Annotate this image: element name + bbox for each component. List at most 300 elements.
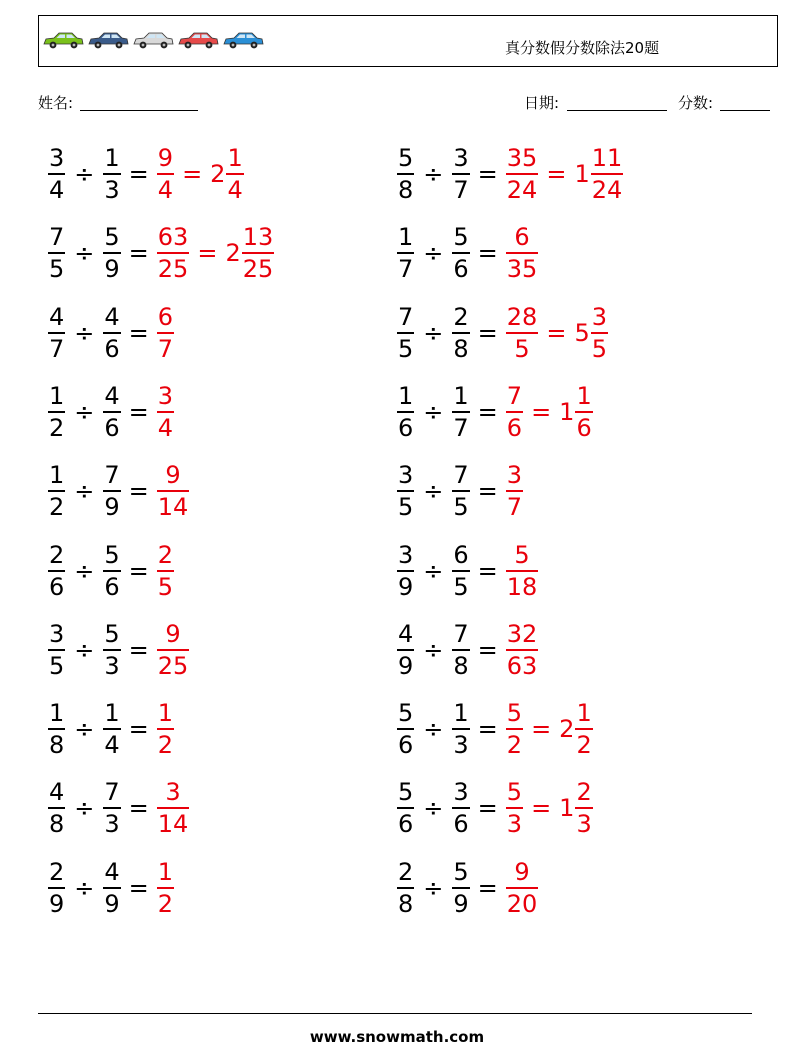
denominator: 14 — [157, 810, 189, 839]
equals-sign: = — [128, 635, 149, 664]
numerator: 2 — [157, 540, 174, 569]
denominator: 8 — [398, 889, 414, 918]
equals-sign: = — [477, 477, 498, 506]
numerator: 1 — [157, 699, 174, 728]
fraction-bar — [242, 252, 275, 254]
problem-18 — [397, 774, 593, 842]
numerator: 1 — [398, 381, 414, 410]
problem-1 — [48, 140, 244, 208]
fraction-bar — [103, 807, 120, 809]
fraction-bar — [591, 332, 608, 334]
numerator: 1 — [157, 857, 174, 886]
divide-sign: ÷ — [74, 715, 95, 744]
equals-sign: = — [128, 318, 149, 347]
denominator: 8 — [453, 334, 469, 363]
score-label: 分数: — [678, 94, 714, 112]
answer — [506, 382, 593, 442]
answer-fraction — [506, 541, 539, 601]
numerator: 5 — [398, 699, 414, 728]
fraction-bar — [506, 807, 523, 809]
numerator: 1 — [49, 461, 65, 490]
numerator: 3 — [453, 778, 469, 807]
fraction-bar — [452, 411, 469, 413]
numerator: 7 — [453, 461, 469, 490]
denominator: 5 — [157, 572, 174, 601]
fraction-bar — [48, 649, 65, 651]
car-strip — [42, 30, 264, 52]
dividend-fraction — [48, 699, 65, 759]
denominator: 7 — [157, 334, 174, 363]
numerator: 3 — [591, 302, 607, 331]
equals-sign: = — [477, 873, 498, 902]
answer-fraction — [157, 620, 190, 680]
fraction-bar — [48, 332, 65, 334]
numerator: 2 — [49, 857, 65, 886]
equals-sign: = — [128, 477, 149, 506]
answer — [506, 778, 593, 838]
denominator: 7 — [398, 255, 414, 284]
denominator: 9 — [104, 255, 120, 284]
fraction-bar — [103, 570, 120, 572]
denominator: 3 — [104, 810, 120, 839]
numerator: 3 — [453, 144, 469, 172]
divisor-fraction — [103, 778, 120, 838]
equals-sign: = — [128, 794, 149, 823]
fraction-bar — [575, 807, 592, 809]
numerator: 32 — [506, 619, 538, 648]
denominator: 8 — [49, 810, 65, 839]
numerator: 3 — [49, 144, 65, 172]
denominator: 2 — [49, 413, 65, 442]
fraction-bar — [157, 252, 190, 254]
divide-sign: ÷ — [74, 477, 95, 506]
numerator: 2 — [576, 778, 592, 807]
denominator: 20 — [506, 889, 538, 918]
equals-sign: = — [197, 239, 218, 268]
divide-sign: ÷ — [74, 397, 95, 426]
problem-11 — [48, 537, 174, 605]
divisor-fraction — [452, 858, 469, 918]
equals-sign: = — [546, 160, 567, 188]
problem-14 — [397, 616, 538, 684]
problem-2 — [397, 140, 623, 208]
denominator: 2 — [157, 731, 174, 760]
footer-divider — [38, 1013, 752, 1014]
answer — [157, 223, 274, 283]
fraction-bar — [48, 570, 65, 572]
denominator: 5 — [49, 255, 65, 284]
fraction-bar — [397, 252, 414, 254]
car-icon — [132, 30, 174, 50]
equals-sign: = — [477, 239, 498, 268]
fraction-bar — [506, 411, 523, 413]
divisor-fraction — [452, 620, 469, 680]
fraction-bar — [157, 173, 174, 175]
problem-3 — [48, 219, 274, 287]
mixed-fraction — [226, 144, 243, 204]
denominator: 14 — [157, 493, 189, 522]
answer — [157, 541, 174, 601]
denominator: 6 — [453, 255, 469, 284]
dividend-fraction — [397, 382, 414, 442]
problem-6 — [397, 299, 608, 367]
denominator: 8 — [398, 176, 414, 204]
fraction-bar — [157, 887, 174, 889]
numerator: 1 — [104, 699, 120, 728]
fraction-bar — [397, 807, 414, 809]
divide-sign: ÷ — [423, 160, 444, 188]
divide-sign: ÷ — [423, 873, 444, 902]
denominator: 6 — [104, 413, 120, 442]
divisor-fraction — [452, 303, 469, 363]
denominator: 3 — [104, 651, 120, 680]
fraction-bar — [48, 252, 65, 254]
denominator: 5 — [398, 334, 414, 363]
denominator: 6 — [398, 731, 414, 760]
denominator: 9 — [453, 889, 469, 918]
answer — [157, 620, 190, 680]
fraction-bar — [452, 332, 469, 334]
numerator: 5 — [398, 144, 414, 172]
numerator: 1 — [453, 381, 469, 410]
divide-sign: ÷ — [423, 477, 444, 506]
mixed-whole-number: 1 — [559, 397, 575, 426]
denominator: 6 — [576, 413, 592, 442]
numerator: 3 — [157, 381, 174, 410]
denominator: 7 — [506, 493, 523, 522]
answer-fraction — [157, 699, 174, 759]
dividend-fraction — [397, 858, 414, 918]
numerator: 2 — [453, 302, 469, 331]
equals-sign: = — [477, 715, 498, 744]
denominator: 24 — [506, 176, 538, 204]
answer — [157, 461, 190, 521]
fraction-bar — [506, 490, 523, 492]
denominator: 63 — [506, 651, 538, 680]
car-icon — [222, 30, 264, 50]
numerator: 35 — [506, 144, 538, 172]
answer-fraction — [506, 303, 539, 363]
denominator: 9 — [398, 651, 414, 680]
problem-16 — [397, 695, 593, 763]
denominator: 2 — [157, 889, 174, 918]
divide-sign: ÷ — [423, 794, 444, 823]
fraction-bar — [157, 807, 190, 809]
fraction-bar — [452, 570, 469, 572]
denominator: 6 — [49, 572, 65, 601]
divide-sign: ÷ — [423, 239, 444, 268]
answer — [157, 699, 174, 759]
worksheet-header — [38, 15, 778, 67]
fraction-bar — [506, 332, 539, 334]
divisor-fraction — [103, 144, 120, 204]
dividend-fraction — [397, 620, 414, 680]
divide-sign: ÷ — [423, 556, 444, 585]
equals-sign: = — [531, 715, 552, 744]
fraction-bar — [103, 411, 120, 413]
answer — [506, 461, 523, 521]
divisor-fraction — [103, 541, 120, 601]
numerator: 2 — [49, 540, 65, 569]
denominator: 4 — [157, 176, 174, 204]
divide-sign: ÷ — [74, 160, 95, 188]
score-blank[interactable] — [720, 110, 770, 111]
answer — [157, 303, 174, 363]
denominator: 6 — [104, 572, 120, 601]
fraction-bar — [506, 252, 539, 254]
numerator: 7 — [104, 461, 120, 490]
problem-15 — [48, 695, 174, 763]
dividend-fraction — [397, 223, 414, 283]
equals-sign: = — [477, 635, 498, 664]
answer-fraction — [157, 461, 190, 521]
answer — [506, 303, 608, 363]
fraction-bar — [452, 728, 469, 730]
divisor-fraction — [103, 303, 120, 363]
answer-fraction — [506, 620, 539, 680]
dividend-fraction — [397, 144, 414, 204]
denominator: 5 — [398, 493, 414, 522]
mixed-fraction — [575, 778, 592, 838]
mixed-whole-number: 2 — [210, 160, 226, 188]
name-blank[interactable] — [80, 110, 198, 111]
denominator: 4 — [157, 413, 174, 442]
denominator: 25 — [242, 255, 274, 284]
denominator: 5 — [49, 651, 65, 680]
denominator: 2 — [576, 731, 592, 760]
fraction-bar — [506, 649, 539, 651]
dividend-fraction — [48, 303, 65, 363]
equals-sign: = — [477, 794, 498, 823]
answer-fraction — [157, 223, 190, 283]
dividend-fraction — [48, 541, 65, 601]
denominator: 9 — [104, 493, 120, 522]
denominator: 4 — [227, 176, 243, 204]
divisor-fraction — [103, 620, 120, 680]
equals-sign: = — [531, 794, 552, 823]
numerator: 7 — [398, 302, 414, 331]
fraction-bar — [397, 649, 414, 651]
numerator: 1 — [227, 144, 243, 172]
numerator: 4 — [104, 302, 120, 331]
problem-5 — [48, 299, 174, 367]
answer-fraction — [157, 382, 174, 442]
fraction-bar — [397, 728, 414, 730]
fraction-bar — [397, 570, 414, 572]
problem-7 — [48, 378, 174, 446]
numerator: 6 — [157, 302, 174, 331]
problem-10 — [397, 457, 523, 525]
fraction-bar — [506, 887, 539, 889]
answer — [506, 223, 539, 283]
dividend-fraction — [48, 144, 65, 204]
answer-fraction — [506, 223, 539, 283]
mixed-fraction — [575, 382, 592, 442]
numerator: 7 — [453, 619, 469, 648]
numerator: 4 — [104, 381, 120, 410]
answer-fraction — [157, 858, 174, 918]
fraction-bar — [397, 332, 414, 334]
numerator: 5 — [104, 223, 120, 252]
denominator: 7 — [49, 334, 65, 363]
answer-fraction — [506, 144, 539, 204]
numerator: 63 — [157, 223, 189, 252]
numerator: 4 — [398, 619, 414, 648]
denominator: 2 — [49, 493, 65, 522]
fraction-bar — [397, 411, 414, 413]
denominator: 25 — [157, 255, 189, 284]
mixed-whole-number: 5 — [574, 318, 590, 347]
fraction-bar — [452, 490, 469, 492]
mixed-whole-number: 2 — [559, 715, 575, 744]
divisor-fraction — [452, 382, 469, 442]
fraction-bar — [48, 728, 65, 730]
mixed-fraction — [242, 223, 275, 283]
fraction-bar — [397, 173, 414, 175]
denominator: 9 — [49, 889, 65, 918]
equals-sign: = — [128, 715, 149, 744]
problem-13 — [48, 616, 189, 684]
fraction-bar — [48, 807, 65, 809]
date-blank[interactable] — [567, 110, 667, 111]
dividend-fraction — [397, 461, 414, 521]
numerator: 3 — [398, 461, 414, 490]
denominator: 7 — [453, 413, 469, 442]
denominator: 5 — [514, 334, 530, 363]
problem-8 — [397, 378, 593, 446]
fraction-bar — [452, 252, 469, 254]
equals-sign: = — [128, 556, 149, 585]
numerator: 1 — [453, 699, 469, 728]
equals-sign: = — [128, 873, 149, 902]
answer — [506, 541, 539, 601]
fraction-bar — [103, 728, 120, 730]
numerator: 1 — [398, 223, 414, 252]
name-label: 姓名: — [38, 94, 74, 112]
dividend-fraction — [48, 382, 65, 442]
numerator: 3 — [398, 540, 414, 569]
numerator: 1 — [104, 144, 120, 172]
divide-sign: ÷ — [423, 635, 444, 664]
numerator: 9 — [514, 857, 530, 886]
numerator: 7 — [104, 778, 120, 807]
denominator: 6 — [506, 413, 523, 442]
problem-20 — [397, 854, 538, 922]
fraction-bar — [591, 173, 624, 175]
fraction-bar — [452, 173, 469, 175]
divisor-fraction — [103, 223, 120, 283]
numerator: 5 — [506, 778, 523, 807]
divide-sign: ÷ — [74, 318, 95, 347]
numerator: 5 — [104, 619, 120, 648]
denominator: 35 — [506, 255, 538, 284]
numerator: 6 — [514, 223, 530, 252]
answer — [157, 858, 174, 918]
divide-sign: ÷ — [423, 318, 444, 347]
mixed-whole-number: 1 — [559, 794, 575, 823]
dividend-fraction — [397, 541, 414, 601]
numerator: 5 — [104, 540, 120, 569]
fraction-bar — [452, 649, 469, 651]
numerator: 9 — [165, 461, 181, 490]
car-icon — [177, 30, 219, 50]
divide-sign: ÷ — [74, 873, 95, 902]
denominator: 3 — [506, 810, 523, 839]
fraction-bar — [103, 332, 120, 334]
numerator: 9 — [165, 619, 181, 648]
divisor-fraction — [103, 699, 120, 759]
denominator: 18 — [506, 572, 538, 601]
numerator: 9 — [157, 144, 174, 172]
divisor-fraction — [452, 541, 469, 601]
denominator: 4 — [104, 731, 120, 760]
denominator: 3 — [576, 810, 592, 839]
answer — [506, 699, 593, 759]
fraction-bar — [157, 570, 174, 572]
denominator: 3 — [104, 176, 120, 204]
dividend-fraction — [397, 778, 414, 838]
numerator: 5 — [514, 540, 530, 569]
numerator: 11 — [591, 144, 623, 172]
denominator: 8 — [49, 731, 65, 760]
divide-sign: ÷ — [423, 397, 444, 426]
fraction-bar — [452, 807, 469, 809]
answer-fraction — [506, 461, 523, 521]
denominator: 2 — [506, 731, 523, 760]
divisor-fraction — [452, 144, 469, 204]
mixed-whole-number: 2 — [225, 239, 241, 268]
numerator: 4 — [49, 302, 65, 331]
divisor-fraction — [103, 858, 120, 918]
denominator: 6 — [398, 413, 414, 442]
divide-sign: ÷ — [74, 239, 95, 268]
fraction-bar — [103, 490, 120, 492]
equals-sign: = — [128, 239, 149, 268]
fraction-bar — [157, 332, 174, 334]
numerator: 6 — [453, 540, 469, 569]
fraction-bar — [103, 649, 120, 651]
denominator: 6 — [398, 810, 414, 839]
denominator: 25 — [157, 651, 189, 680]
equals-sign: = — [477, 556, 498, 585]
fraction-bar — [48, 173, 65, 175]
fraction-bar — [506, 570, 539, 572]
equals-sign: = — [182, 160, 203, 188]
dividend-fraction — [397, 699, 414, 759]
divide-sign: ÷ — [423, 715, 444, 744]
answer-fraction — [157, 541, 174, 601]
mixed-fraction — [591, 144, 624, 204]
fraction-bar — [48, 490, 65, 492]
fraction-bar — [397, 887, 414, 889]
answer-fraction — [506, 699, 523, 759]
numerator: 4 — [104, 857, 120, 886]
denominator: 7 — [453, 176, 469, 204]
car-icon — [42, 30, 84, 50]
fraction-bar — [506, 173, 539, 175]
denominator: 4 — [49, 176, 65, 204]
answer — [506, 620, 539, 680]
fraction-bar — [575, 411, 592, 413]
problem-17 — [48, 774, 189, 842]
fraction-bar — [157, 649, 190, 651]
numerator: 1 — [576, 381, 592, 410]
mixed-fraction — [591, 303, 608, 363]
equals-sign: = — [128, 160, 149, 188]
footer-url: www.snowmath.com — [309, 1028, 485, 1046]
numerator: 4 — [49, 778, 65, 807]
equals-sign: = — [477, 397, 498, 426]
